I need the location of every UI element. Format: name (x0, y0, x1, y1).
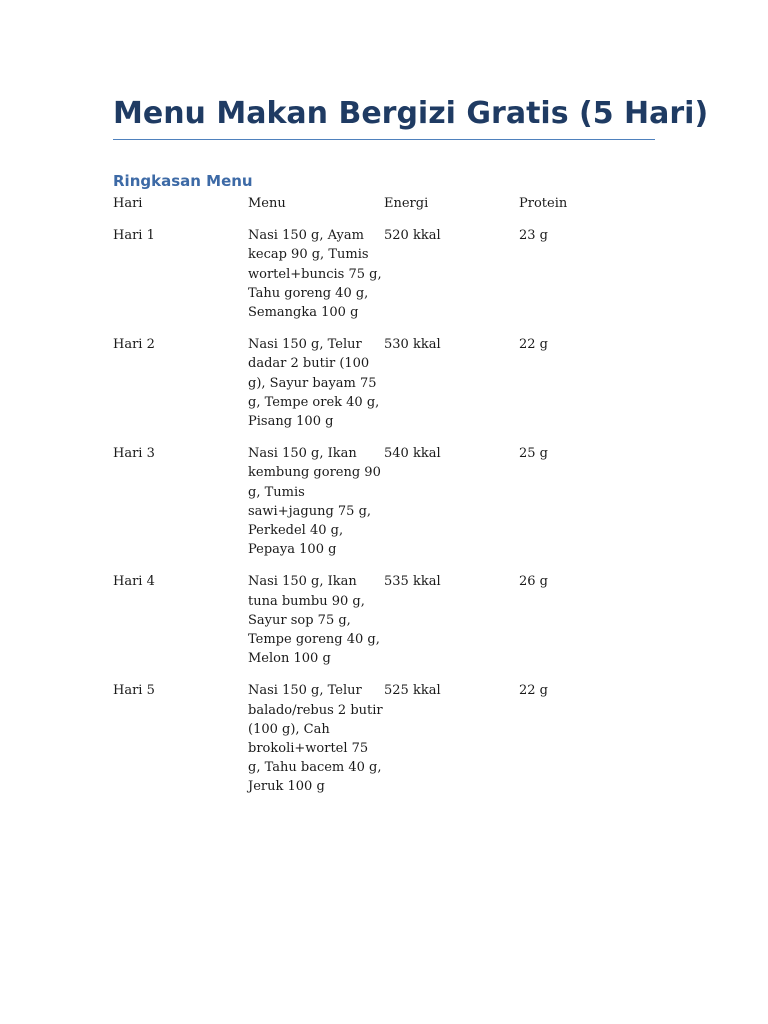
table-header-row (113, 194, 655, 226)
header-protein: Protein (519, 196, 568, 211)
cell-energi: 525 kkal (384, 683, 441, 699)
cell-energi: 520 kkal (384, 228, 441, 244)
cell-hari: Hari 2 (113, 337, 155, 353)
table-row (113, 444, 655, 572)
table-row (113, 335, 655, 444)
cell-menu: Nasi 150 g, Telur dadar 2 butir (100 g), Sayur bayam 75 g, Tempe orek 40 g, Pisang 100 g (248, 337, 380, 430)
document-page (113, 95, 709, 810)
header-hari: Hari (113, 196, 143, 211)
cell-menu: Nasi 150 g, Ikan kembung goreng 90 g, Tumis sawi+jagung 75 g, Perkedel 40 g, Pepaya 100 g (248, 446, 381, 558)
cell-energi: 540 kkal (384, 446, 441, 462)
document-title: Menu Makan Bergizi Gratis (5 Hari) (113, 96, 709, 131)
cell-protein: 22 g (519, 337, 548, 353)
cell-menu: Nasi 150 g, Ikan tuna bumbu 90 g, Sayur sop 75 g, Tempe goreng 40 g, Melon 100 g (248, 574, 380, 667)
cell-hari: Hari 3 (113, 446, 155, 462)
table-row (113, 226, 655, 335)
table-row (113, 681, 655, 809)
header-menu: Menu (248, 196, 286, 211)
cell-energi: 535 kkal (384, 574, 441, 590)
cell-hari: Hari 1 (113, 228, 155, 244)
section-heading: Ringkasan Menu (113, 172, 253, 190)
menu-summary-table (113, 194, 655, 810)
title-underline-divider (113, 139, 655, 140)
cell-hari: Hari 4 (113, 574, 155, 590)
cell-protein: 22 g (519, 683, 548, 699)
header-energi: Energi (384, 196, 429, 211)
cell-menu: Nasi 150 g, Ayam kecap 90 g, Tumis wortel+buncis 75 g, Tahu goreng 40 g, Semangka 100 g (248, 228, 382, 321)
cell-protein: 26 g (519, 574, 548, 590)
cell-protein: 25 g (519, 446, 548, 462)
cell-hari: Hari 5 (113, 683, 155, 699)
cell-menu: Nasi 150 g, Telur balado/rebus 2 butir (100 g), Cah brokoli+wortel 75 g, Tahu bacem 40 g, Jeruk 100 g (248, 683, 383, 795)
cell-protein: 23 g (519, 228, 548, 244)
cell-energi: 530 kkal (384, 337, 441, 353)
table-row (113, 572, 655, 681)
